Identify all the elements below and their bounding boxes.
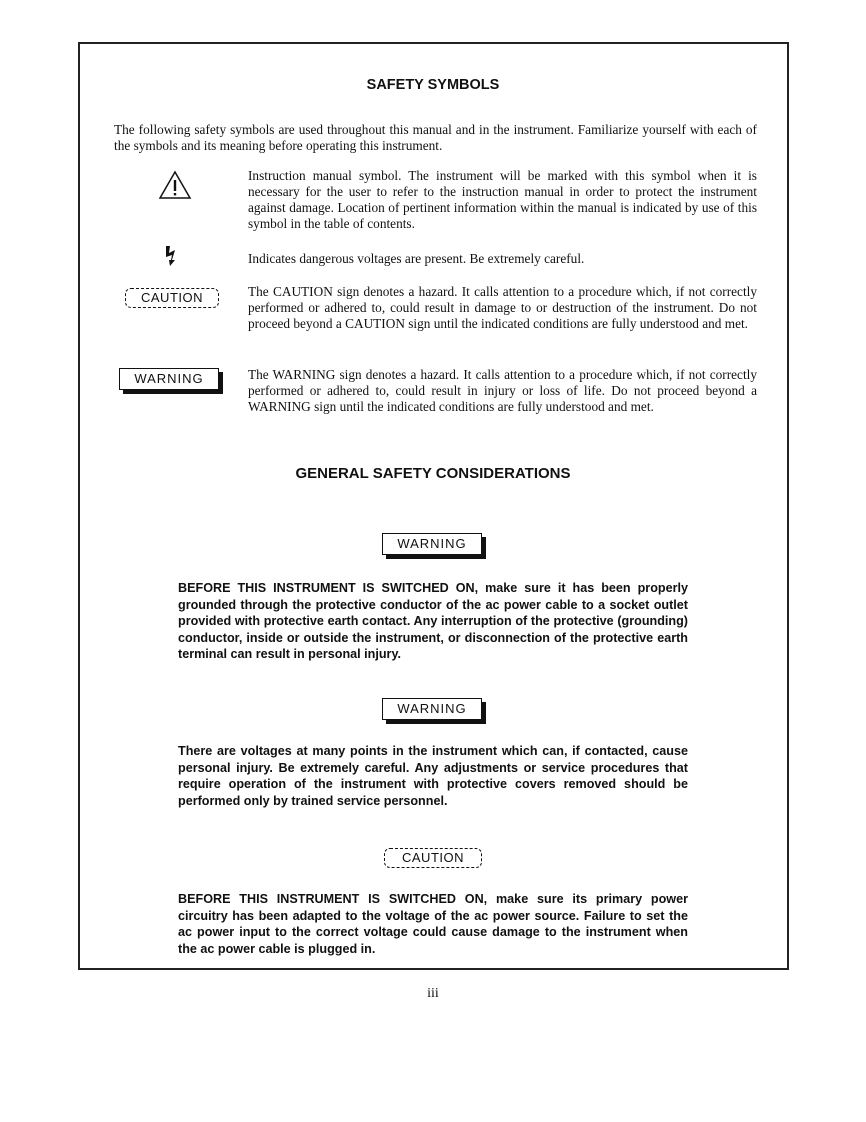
caution-sign: CAUTION [384, 848, 482, 868]
warning-sign: WARNING [382, 533, 482, 555]
voltage-warning-text: There are voltages at many points in the instrument which can, if contacted, cause personal injury. Be extremely careful. Any adjustments or service procedures that require operation of the instrument with protective covers removed should be performed only by trained service personnel. [178, 744, 688, 808]
safety-symbols-heading: SAFETY SYMBOLS [366, 77, 500, 93]
warning-sign: WARNING [382, 698, 482, 720]
symbol-desc-warning: The WARNING sign denotes a hazard. It calls attention to a procedure which, if not correctly performed or adhered to, could result in injury or loss of life. Do not proceed beyond a WARNING sign until the indicated conditions are fully understood and met. [248, 367, 757, 414]
general-safety-heading: GENERAL SAFETY CONSIDERATIONS [295, 465, 571, 482]
warning-triangle-icon [158, 170, 192, 200]
grounding-warning-text: BEFORE THIS INSTRUMENT IS SWITCHED ON, make sure it has been properly grounded through the protective conductor of the ac power cable to a socket outlet provided with protective earth contact. Any interruption of the protective (grounding) conductor, inside or outside the instrument, or disconnection of the protective earth terminal can result in personal injury. [178, 581, 688, 661]
warning-sign: WARNING [119, 368, 219, 390]
symbol-desc-caution: The CAUTION sign denotes a hazard. It calls attention to a procedure which, if not correctly performed or adhered to, could result in damage to or destruction of the instrument. Do not proceed beyond a CAUTION sign until the indicated conditions are fully understood and met. [248, 284, 757, 331]
symbol-desc-manual: Instruction manual symbol. The instrument will be marked with this symbol when it is necessary for the user to refer to the instruction manual in order to protect the instrument against damage. Location of pertinent information within the manual is indicated by use of this symbol in the table of contents. [248, 168, 757, 231]
lightning-bolt-icon [164, 245, 178, 267]
symbol-desc-voltage: Indicates dangerous voltages are present. Be extremely careful. [248, 251, 585, 266]
intro-text: The following safety symbols are used throughout this manual and in the instrument. Familiarize yourself with each of the symbols and its meaning before operating this instrument. [114, 122, 757, 153]
page-number: iii [427, 986, 439, 1001]
caution-sign: CAUTION [125, 288, 219, 308]
power-caution-text: BEFORE THIS INSTRUMENT IS SWITCHED ON, make sure its primary power circuitry has been adapted to the voltage of the ac power source. Failure to set the ac power input to the correct voltage could cause damage to the instrument when the ac power cable is plugged in. [178, 892, 688, 956]
